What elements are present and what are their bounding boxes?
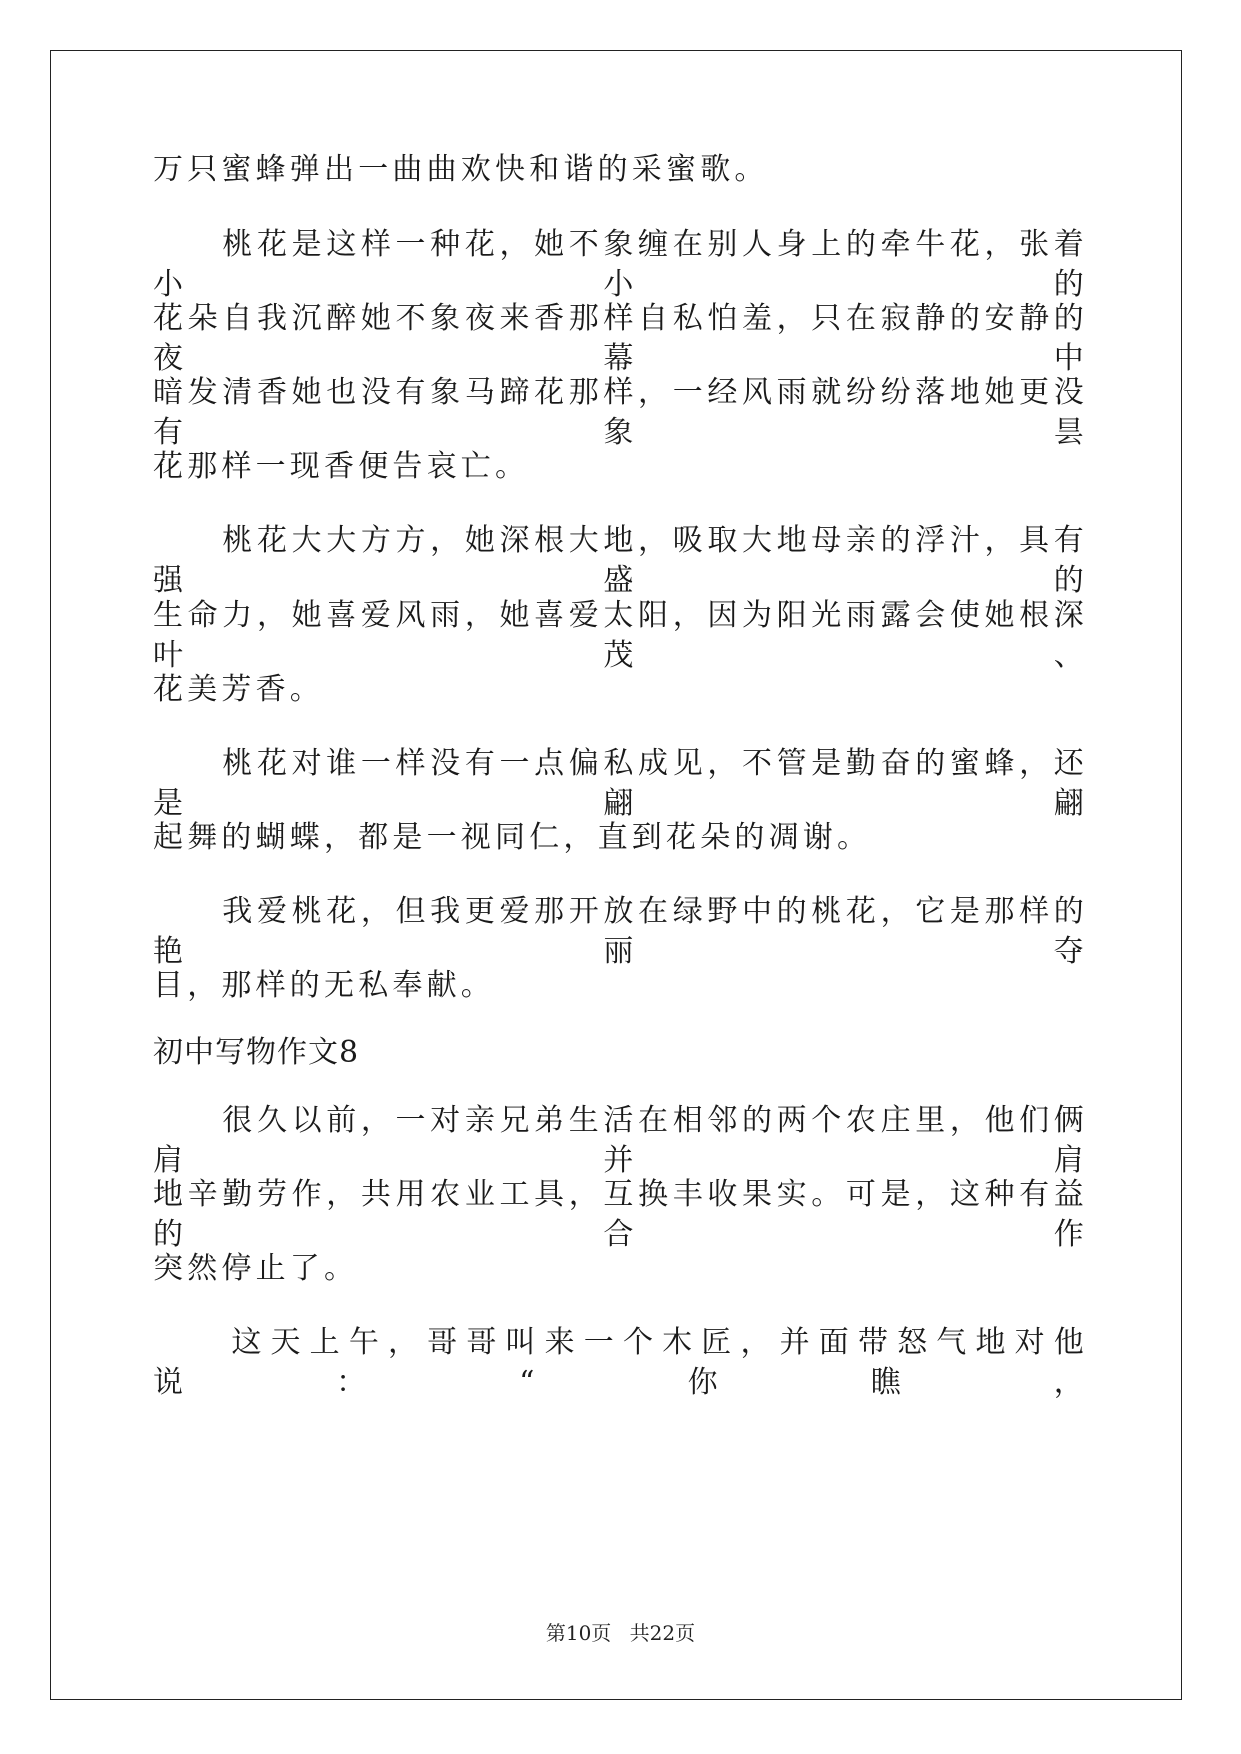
- text-line: 桃花是这样一种花，她不象缠在别人身上的牵牛花，张着小小的: [153, 227, 1088, 302]
- page-footer: [0, 1620, 1241, 1646]
- text-line: 花朵自我沉醉她不象夜来香那样自私怕羞，只在寂静的安静的夜幕中: [153, 301, 1088, 376]
- text-line: 暗发清香她也没有象马蹄花那样，一经风雨就纷纷落地她更没有象昙: [153, 375, 1088, 450]
- text-line: 万只蜜蜂弹出一曲曲欢快和谐的采蜜歌。: [153, 152, 769, 187]
- text-line: 起舞的蝴蝶，都是一视同仁，直到花朵的凋谢。: [153, 820, 872, 855]
- text-line: 目，那样的无私奉献。: [153, 968, 495, 1003]
- text-line: 桃花大大方方，她深根大地，吸取大地母亲的浮汁，具有强盛的: [153, 523, 1088, 598]
- current-page-label: 第10页: [545, 1621, 612, 1645]
- text-line: 桃花对谁一样没有一点偏私成见，不管是勤奋的蜜蜂，还是翩翩: [153, 746, 1088, 821]
- text-line: 花美芳香。: [153, 672, 324, 707]
- text-line: 地辛勤劳作，共用农业工具，互换丰收果实。可是，这种有益的合作: [153, 1177, 1088, 1252]
- text-line: 突然停止了。: [153, 1251, 359, 1286]
- section-heading: 初中写物作文8: [153, 1035, 360, 1070]
- text-line: 我爱桃花，但我更爱那开放在绿野中的桃花，它是那样的艳丽夺: [153, 894, 1088, 969]
- total-pages-label: 共22页: [629, 1621, 696, 1645]
- text-line: 生命力，她喜爱风雨，她喜爱太阳，因为阳光雨露会使她根深叶茂、: [153, 598, 1088, 673]
- text-line: 花那样一现香便告哀亡。: [153, 449, 530, 484]
- text-line: 很久以前，一对亲兄弟生活在相邻的两个农庄里，他们俩肩并肩: [153, 1103, 1088, 1178]
- text-line: 这天上午，哥哥叫来一个木匠，并面带怒气地对他说：“你瞧，: [153, 1325, 1088, 1400]
